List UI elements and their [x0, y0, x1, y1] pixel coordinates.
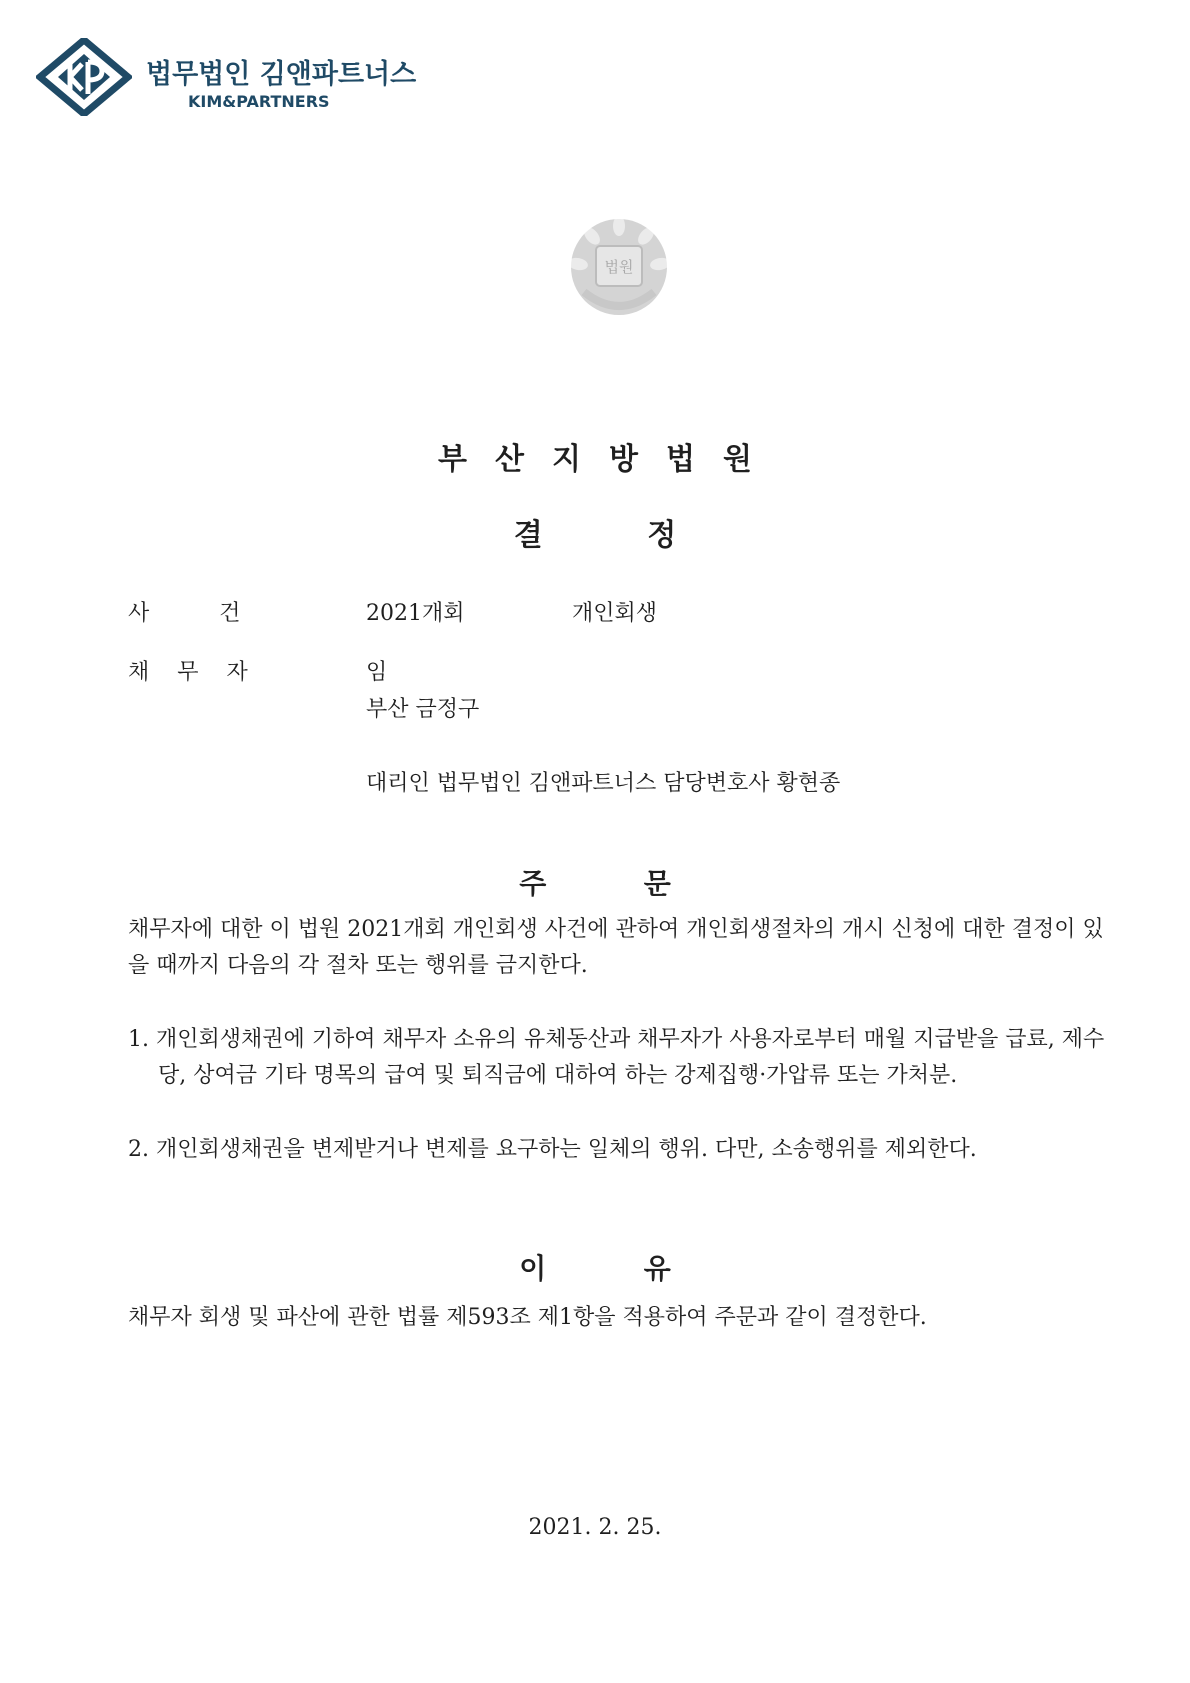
reason-heading: 이 유: [519, 1252, 671, 1285]
decision-date: 2021. 2. 25.: [528, 1515, 662, 1540]
case-number: 2021개회: [366, 601, 465, 626]
case-name: 개인회생: [572, 601, 658, 626]
legal-agent: 대리인 법무법인 김앤파트너스 담당변호사 황현종: [366, 771, 841, 796]
firm-name-korean: 법무법인 김앤파트너스: [146, 59, 417, 90]
order-item-2: 2. 개인회생채권을 변제받거나 변제를 요구하는 일체의 행위. 다만, 소송행위를 제외한다.: [128, 1137, 977, 1162]
debtor-label: 채 무 자: [128, 660, 248, 685]
debtor-address: 부산 금정구: [366, 697, 480, 722]
court-seal-icon: [560, 208, 678, 326]
order-heading: 주 문: [519, 867, 671, 900]
reason-paragraph: 채무자 회생 및 파산에 관한 법률 제593조 제1항을 적용하여 주문과 같이 결정한다.: [128, 1305, 927, 1330]
svg-text:법원: 법원: [604, 258, 634, 276]
case-label: 사 건: [128, 601, 241, 626]
firm-logo-icon: [36, 38, 132, 116]
firm-name-english: KIM&PARTNERS: [188, 92, 330, 111]
document-type: 결 정: [513, 518, 677, 553]
order-item-1: 1. 개인회생채권에 기하여 채무자 소유의 유체동산과 채무자가 사용자로부터 매월 지급받을 급료, 제수당, 상여금 기타 명목의 급여 및 퇴직금에 대하여 하는 강제집행·가압류 또는 가처분.: [128, 1027, 1105, 1088]
order-paragraph: 채무자에 대한 이 법원 2021개회 개인회생 사건에 관하여 개인회생절차의 개시 신청에 대한 결정이 있을 때까지 다음의 각 절차 또는 행위를 금지한다.: [128, 917, 1104, 978]
court-name: 부산지방법원: [438, 442, 780, 477]
debtor-name: 임: [366, 660, 388, 685]
